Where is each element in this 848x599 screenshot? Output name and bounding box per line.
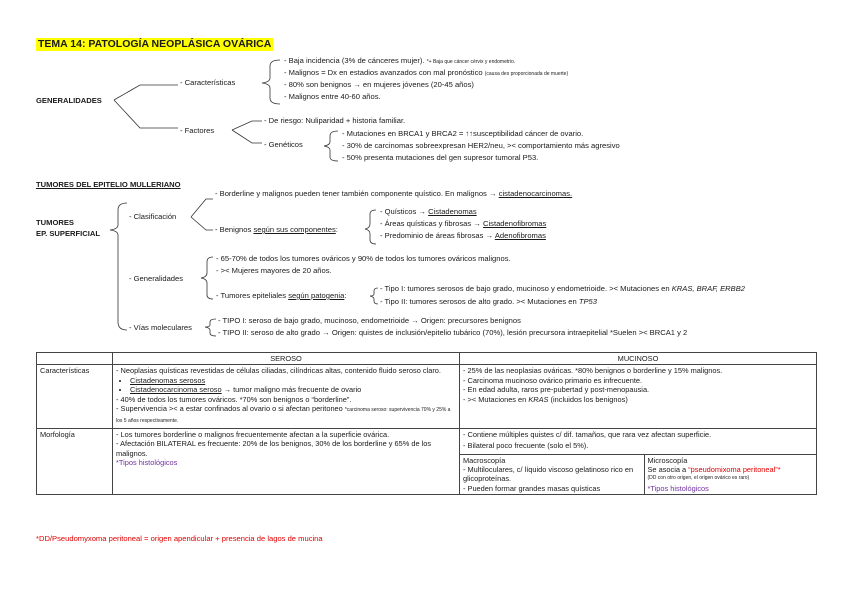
cell-text: - Pueden formar grandes masas quísticas (463, 483, 601, 493)
caracteristica-item: - Malignos = Dx en estadios avanzados con mal pronóstico (causa des proporcionada de muerte) (284, 68, 569, 77)
macro-micro-table (460, 454, 816, 495)
cell-text: - Supervivencia >< a estar confinados al ovario o si afectan peritoneo *carcinoma seroso: supervivencia 70% y 25% a los 5 años respectivamente. (116, 404, 451, 425)
table-header-cell: MUCINOSO (460, 353, 817, 365)
borderline-item: - Borderline y malignos pueden tener también componente quístico. En malignos → cistadenocarcinomas. (215, 189, 573, 198)
genetico-item: - 30% de carcinomas sobreexpresan HER2/neu, >< comportamiento más agresivo (342, 141, 620, 150)
geneticos-label: - Genéticos (264, 140, 303, 149)
cell-text: - En edad adulta, raros pre-pubertad y post-menopausia. (463, 385, 650, 395)
seroso-caracteristicas-cell: - Neoplasias quísticas revestidas de células ciliadas, cilíndricas altas, contenido fluido seroso claro. • Cistadenomas serosos • Cistadenocarcinoma seroso → tumor maligno más frecuente de ovario - 40% de todos los tumores ováricos. *70% son benignos o “borderline”. - Supervivencia >< a estar confinados al ovario o si afectan peritoneo *carcinoma seroso: supervivencia 70% y 25% a los 5 años respectivamente. (113, 365, 460, 428)
table-row (37, 365, 817, 428)
cell-text: (DD con otro origen, el origen ovárico es raro) (647, 475, 750, 482)
comparison-table (36, 352, 817, 495)
tipos-histologicos-link[interactable]: *Tipos histológicos (116, 458, 178, 468)
cell-text: - Afectación BILATERAL es frecuente: 20% de los benignos, 30% de los borderline y 65% de los malignos. (116, 439, 432, 458)
tumores-label: TUMORES (36, 218, 74, 227)
caracteristica-item: - Malignos entre 40-60 años. (284, 92, 381, 101)
benigno-item: - Quísticos → Cistadenomas (380, 207, 477, 216)
genetico-item: - Mutaciones en BRCA1 y BRCA2 = ↑↑susceptibilidad cáncer de ovario. (342, 129, 584, 138)
benigno-item: - Predominio de áreas fibrosas → Adenofibromas (380, 231, 546, 240)
cell-text: Cistadenomas serosos (130, 375, 206, 385)
clasificacion-label: - Clasificación (129, 212, 177, 221)
row-label: Características (37, 365, 113, 428)
tipos-histologicos-link[interactable]: *Tipos histológicos (647, 483, 709, 493)
caracteristica-item: - Baja incidencia (3% de cánceres mujer). *+ Baja que cáncer cérvix y endometrio. (284, 56, 516, 65)
cell-text: - 40% de todos los tumores ováricos. *70% son benignos o “borderline”. (116, 394, 352, 404)
microscopia-title: Microscopía (647, 455, 688, 465)
footnote: *DD/Pseudomyxoma peritoneal = origen apendicular + presencia de lagos de mucina (36, 534, 323, 543)
table-header-row (37, 353, 817, 365)
ep-superficial-label: EP. SUPERFICIAL (36, 229, 100, 238)
caracteristicas-label: - Características (180, 78, 236, 87)
page-title: TEMA 14: PATOLOGÍA NEOPLÁSICA OVÁRICA (38, 38, 272, 50)
cell-text: - Los tumores borderline o malignos frecuentemente afectan a la superficie ovárica. (116, 429, 390, 439)
via-item: - TIPO II: seroso de alto grado → Origen: quistes de inclusión/epitelio tubárico (70%), lesión precursora intraepitelial *Suelen >< BRCA1 y 2 (218, 328, 688, 337)
tipo1-item: - Tipo I: tumores serosos de bajo grado, mucinoso y endometrioide. >< Mutaciones en KRAS, BRAF, ERBB2 (380, 284, 745, 293)
cell-text: Cistadenocarcinoma seroso (130, 385, 222, 395)
cell-text: - Neoplasias quísticas revestidas de células ciliadas, cilíndricas altas, contenido fluido seroso claro. (116, 366, 441, 376)
cell-text: - Bilateral poco frecuente (solo el 5%). (463, 441, 589, 451)
cell-text: - Carcinoma mucinoso ovárico primario es infrecuente. (463, 375, 643, 385)
via-item: - TIPO I: seroso de bajo grado, mucinoso, endometrioide → Origen: precursores benignos (218, 316, 521, 325)
cell-text: - >< Mutaciones en KRAS (incluidos los benignos) (463, 394, 628, 404)
tipo2-item: - Tipo II: tumores serosos de alto grado. >< Mutaciones en TP53 (380, 297, 597, 306)
seroso-morfologia-cell (113, 428, 460, 494)
microscopia-cell (644, 454, 816, 494)
benigno-item: - Áreas quísticas y fibrosas → Cistadenofibromas (380, 219, 547, 228)
caracteristica-item: - 80% son benignos → en mujeres jóvenes (20-45 años) (284, 80, 474, 89)
section-epitelio-title: TUMORES DEL EPITELIO MULLERIANO (36, 180, 181, 189)
factores-label: - Factores (180, 126, 215, 135)
generalidad-item: - 65-70% de todos los tumores ováricos y 90% de todos los tumores ováricos malignos. (216, 254, 511, 263)
cell-text: Se asocia a “pseudomixoma peritoneal”* (647, 465, 781, 475)
vias-label: - Vías moleculares (129, 323, 192, 332)
patogenia-label: - Tumores epiteliales según patogenia: (216, 291, 347, 300)
row-label: Morfología (37, 428, 113, 494)
table-header-cell: SEROSO (113, 353, 460, 365)
generalidades-ep-label: - Generalidades (129, 274, 184, 283)
mucinoso-caracteristicas-cell (460, 365, 817, 428)
mucinoso-morfologia-cell (460, 428, 817, 494)
cell-text: - Contiene múltiples quistes c/ dif. tamaños, que rara vez afectan superficie. (463, 429, 712, 439)
macroscopia-title: Macroscopía (463, 455, 506, 465)
benignos-label: - Benignos según sus componentes: (215, 225, 338, 234)
factor-de-riesgo: - De riesgo: Nuliparidad + historia familiar. (264, 116, 406, 125)
cell-text: - 25% de las neoplasias ováricas. *80% benignos o borderline y 15% malignos. (463, 366, 723, 376)
table-row (37, 428, 817, 494)
macroscopia-cell (460, 454, 644, 494)
generalidades-label: GENERALIDADES (36, 96, 102, 105)
genetico-item: - 50% presenta mutaciones del gen supresor tumoral P53. (342, 153, 539, 162)
table-header-cell (37, 353, 113, 365)
cell-text: - Multiloculares, c/ líquido viscoso gelatinoso rico en glicoproteínas. (463, 465, 634, 484)
generalidad-item: - >< Mujeres mayores de 20 años. (216, 266, 332, 275)
